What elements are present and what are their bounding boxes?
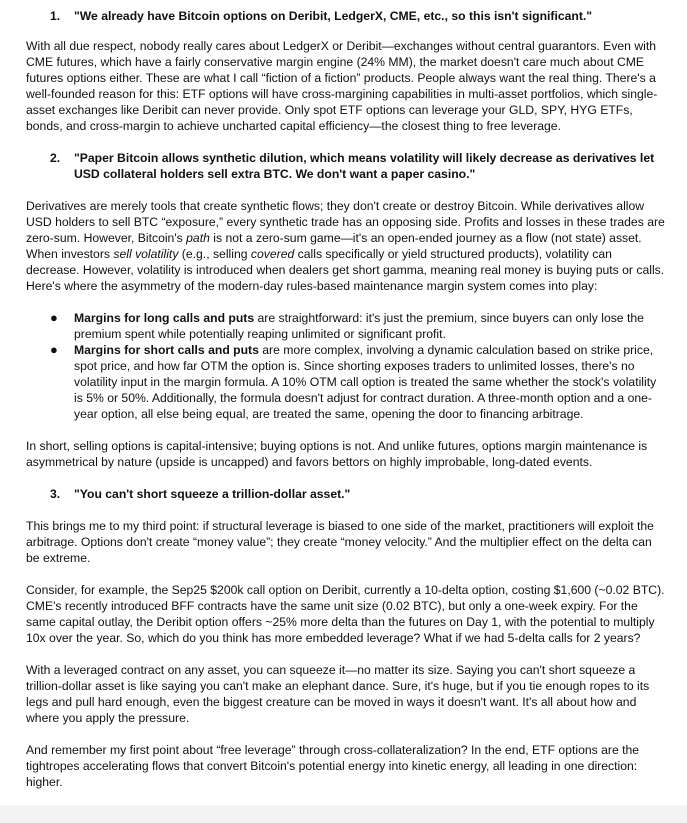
point-number: 2. — [50, 151, 61, 165]
bullet-text: are straightforward: it's just the premium, since buyers can only lose the premium spent while potentially reaping unlimited or significant profit. — [74, 311, 644, 341]
margin-bullet-list — [26, 310, 665, 422]
text-run: Derivatives are merely tools that create synthetic flows; they don't create or destroy Bitcoin. While derivatives allow USD holders to sell BTC “exposure,” every synthetic trade has an opposing side. Profits and losses in these trades are zero-sum. However, Bitcoin's — [26, 199, 665, 245]
point-1-paragraph: With all due respect, nobody really cares about LedgerX or Deribit—exchanges without central guarantors. Even with CME futures, which have a fairly conservative margin engine (24% MM), the market doesn't care much about CME futures options either. These are what I call “fiction of a fiction” products. People always want the real thing. There's a well-founded reason for this: ETF options will have cross-margining capabilities in multi-asset portfolios, which single-asset exchanges like Deribit can never provide. Only spot ETF options can leverage your GLD, SPY, HYG ETFs, bonds, and cross-margin to achieve uncharted capital efficiency—the closest thing to free leverage. — [26, 39, 658, 133]
point-2-summary: In short, selling options is capital-intensive; buying options is not. And unlike futures, options margin maintenance is asymmetrical by nature (upside is uncapped) and favors bettors on highly improbable, long-dated events. — [26, 439, 648, 469]
bullet-bold-lead: Margins for long calls and puts — [74, 311, 255, 325]
bullet-icon: ● — [50, 342, 58, 357]
list-item — [26, 342, 665, 422]
point-3-paragraph-1: This brings me to my third point: if structural leverage is biased to one side of the market, practitioners will exploit the arbitrage. Options don't create “money value”; they create “money velocity.” And the multiplier effect on the delta can be extreme. — [26, 519, 654, 565]
point-3-paragraph-3: With a leveraged contract on any asset, you can squeeze it—no matter its size. Saying you can't short squeeze a trillion-dollar asset is like saying you can't make an elephant dance. Sure, it's huge, but if you tie enough ropes to its legs and pull hard enough, even the biggest creature can be moved in ways it doesn't want. It's all about how and where you apply the pressure. — [26, 663, 650, 725]
point-2-heading — [26, 150, 665, 182]
italic-text: sell volatility — [113, 247, 179, 261]
bullet-text: are more complex, involving a dynamic calculation based on strike price, spot price, and how far OTM the option is. Since shorting exposes traders to unlimited losses, there's no volatility input in the margin formula. A 10% OTM call option is treated the same whether the stock's volatility is 5% or 50%. Additionally, the formula doesn't adjust for contract duration. A three-month option and a one-year option, all else being equal, are treated the same, opening the door to financing arbitrage. — [74, 343, 657, 421]
list-item — [26, 310, 665, 342]
text-run: is not a zero-sum game—it's an open-ended journey as a flow (not state) asset. When investors — [26, 231, 642, 261]
text-run: calls specifically or yield structured products), volatility can decrease. However, volatility is introduced when dealers get short gamma, meaning real money is buying puts or calls. Here's where the asymmetry of the modern-day rules-based maintenance margin system comes into play: — [26, 247, 665, 293]
point-title: "You can't short squeeze a trillion-dollar asset." — [74, 487, 351, 501]
point-2-paragraph — [26, 198, 665, 294]
point-3-heading — [26, 486, 665, 502]
point-1-heading — [26, 8, 665, 24]
italic-text: covered — [250, 247, 295, 261]
text-run: (e.g., selling — [178, 247, 251, 261]
point-title: "We already have Bitcoin options on Deribit, LedgerX, CME, etc., so this isn't significant." — [74, 9, 593, 23]
point-number: 3. — [50, 487, 61, 501]
italic-text: path — [186, 231, 210, 245]
point-3-paragraph-2: Consider, for example, the Sep25 $200k call option on Deribit, currently a 10-delta option, costing $1,600 (~0.02 BTC). CME's recently introduced BFF contracts have the same unit size (0.02 BTC), but only a one-week expiry. For the same capital outlay, the Deribit option offers ~25% more delta than the futures on Day 1, with the potential to multiply 10x over the year. So, which do you think has more embedded leverage? What if we had 5-delta calls for 2 years? — [26, 583, 665, 645]
bullet-bold-lead: Margins for short calls and puts — [74, 343, 259, 357]
page-bottom-margin — [0, 805, 687, 823]
bullet-icon: ● — [50, 310, 58, 325]
point-3-paragraph-4: And remember my first point about “free leverage” through cross-collateralization? In the end, ETF options are the tightropes accelerating flows that convert Bitcoin's potential energy into kinetic energy, all leading in one direction: higher. — [26, 743, 640, 789]
point-title: "Paper Bitcoin allows synthetic dilution, which means volatility will likely decrease as derivatives let USD collateral holders sell extra BTC. We don't want a paper casino." — [74, 151, 655, 181]
point-number: 1. — [50, 9, 61, 23]
